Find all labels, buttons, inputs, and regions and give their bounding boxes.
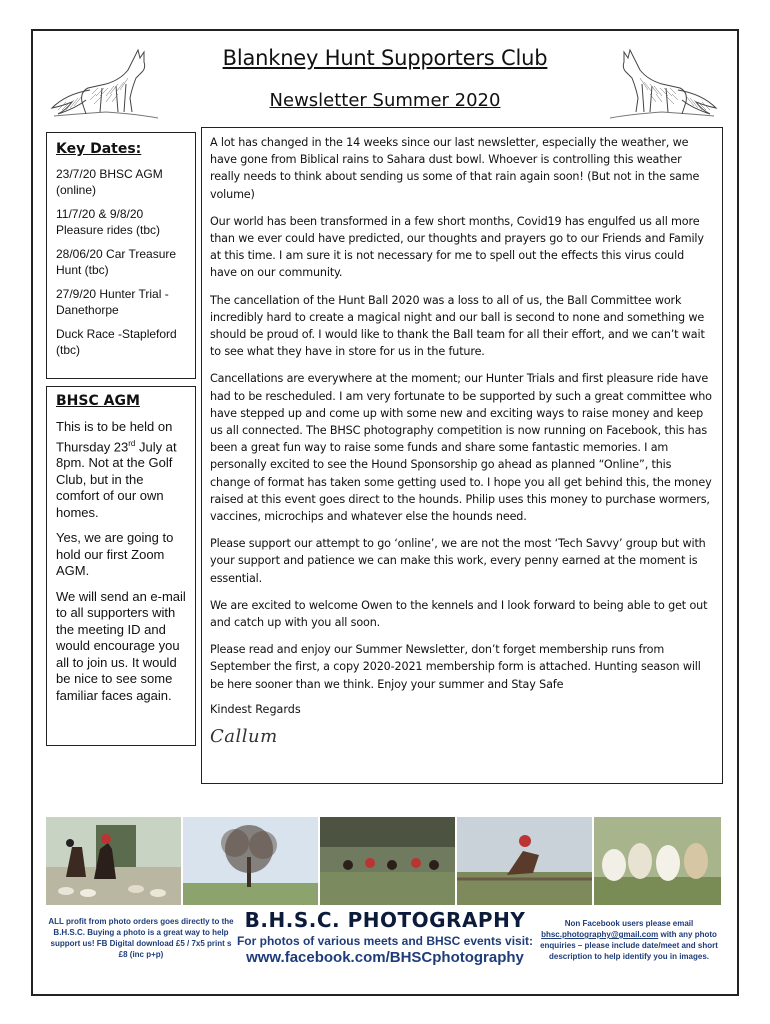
agm-paragraph: Yes, we are going to hold our first Zoom AGM. [56,530,174,579]
banner-right-post: with any photo enquiries – please include date/meet and short description to help identify you in images. [540,930,718,961]
email-link[interactable]: bhsc.photography@gmail.com [541,930,659,939]
key-date-item: 28/06/20 Car Treasure Hunt (tbc) [56,247,177,277]
photo-winter-tree [183,817,318,905]
agm-paragraph [56,419,186,521]
banner-left-text: ALL profit from photo orders goes directly to the B.H.S.C. Buying a photo is a great way to help support us! FB Digital download £5 / 7x5 print s £8 (inc p+p) [48,917,234,959]
photo-strip [46,817,721,905]
photo-riders-hounds [46,817,181,905]
letter-paragraph: Cancellations are everywhere at the moment; our Hunter Trials and first pleasure ride have had to be rescheduled. I am very fortunate to be supported by such a great committee who have stepped up and come up with some new and exciting ways to raise money and keep us all connected. The BHSC photography competition is now running on Facebook, this has been a great fun way to raise some funds and share some fantastic memories. I am personally excited to see the Hound Sponsorship go ahead as planned “Online”, this change of format has taken some getting used to. I hope you all get behind this, the money raised at this event goes direct to the hounds. Philip uses this money to purchase wormers, vaccines, microchips and whatever else the hounds need. [210,372,712,524]
agm-paragraph: We will send an e-mail to all supporters with the meeting ID and would encourage you all to join us. It would be nice to see some familiar faces again. [56,588,186,703]
letter-paragraph: A lot has changed in the 14 weeks since our last newsletter, especially the weather, we have gone from Biblical rains to Sahara dust bowl. Whoever is controlling this weather really needs to think about sending us some of that rain again soon! (But not in the same volume) [210,136,700,201]
banner-right-pre: Non Facebook users please email [564,919,694,928]
agm-superscript: rd [128,438,136,448]
key-date-item: Duck Race -Stapleford (tbc) [56,327,177,357]
facebook-link[interactable]: www.facebook.com/BHSCphotography [246,949,524,966]
letter-signoff: Kindest Regards [210,702,301,716]
key-dates-box [46,132,196,379]
banner-center [230,908,540,966]
newsletter-subtitle: Newsletter Summer 2020 [269,90,501,111]
photo-field-meet [320,817,455,905]
key-dates-heading: Key Dates: [56,141,142,157]
photo-jump-rider [457,817,592,905]
banner-right-text [536,918,722,962]
key-date-item: 11/7/20 & 9/8/20 Pleasure rides (tbc) [56,207,161,237]
letter-paragraph: Our world has been transformed in a few short months, Covid19 has engulfed us all more than we ever could have predicted, our thoughts and prayers go to our Friends and Family at this time. I am sure it is not necessary for me to spell out the effects this virus could have on our community. [210,214,704,280]
newsletter-title: Blankney Hunt Supporters Club [222,46,548,70]
key-date-item: 27/9/20 Hunter Trial - Danethorpe [56,287,169,317]
key-date-item: 23/7/20 BHSC AGM (online) [56,167,163,197]
agm-box [46,386,196,746]
letter-paragraph: The cancellation of the Hunt Ball 2020 was a loss to all of us, the Ball Committee work incredibly hard to create a magical night and our ball is second to none and something we should be proud of. I would like to thank the Ball team for all their effort, and we can’t wait to see what they have in store for us in the future. [210,293,705,359]
banner-subtitle: For photos of various meets and BHSC events visit: [236,934,534,948]
letter-paragraph: Please read and enjoy our Summer Newsletter, don’t forget membership runs from September the first, a copy 2020-2021 membership form is attached. Hunting season will be here sooner than we think. Enjoy your summer and Stay Safe [210,643,701,691]
photo-hounds [594,817,721,905]
banner-title: B.H.S.C. PHOTOGRAPHY [244,908,526,932]
agm-heading: BHSC AGM [56,393,140,409]
agm-text: This is to be held on Thursday 23 [56,419,173,454]
main-letter-box [201,127,723,784]
letter-paragraph: Please support our attempt to go ‘online’, we are not the most ‘Tech Savvy’ group but with your support and patience we can make this work, every penny earned at the moment is essential. [210,537,706,585]
letter-paragraph: We are excited to welcome Owen to the kennels and I look forward to being able to get out and catch up with you all soon. [210,598,708,630]
agm-text: July at 8pm. Not at the Golf Club, but in the comfort of our own homes. [56,438,177,520]
letter-signature: Callum [210,725,278,747]
